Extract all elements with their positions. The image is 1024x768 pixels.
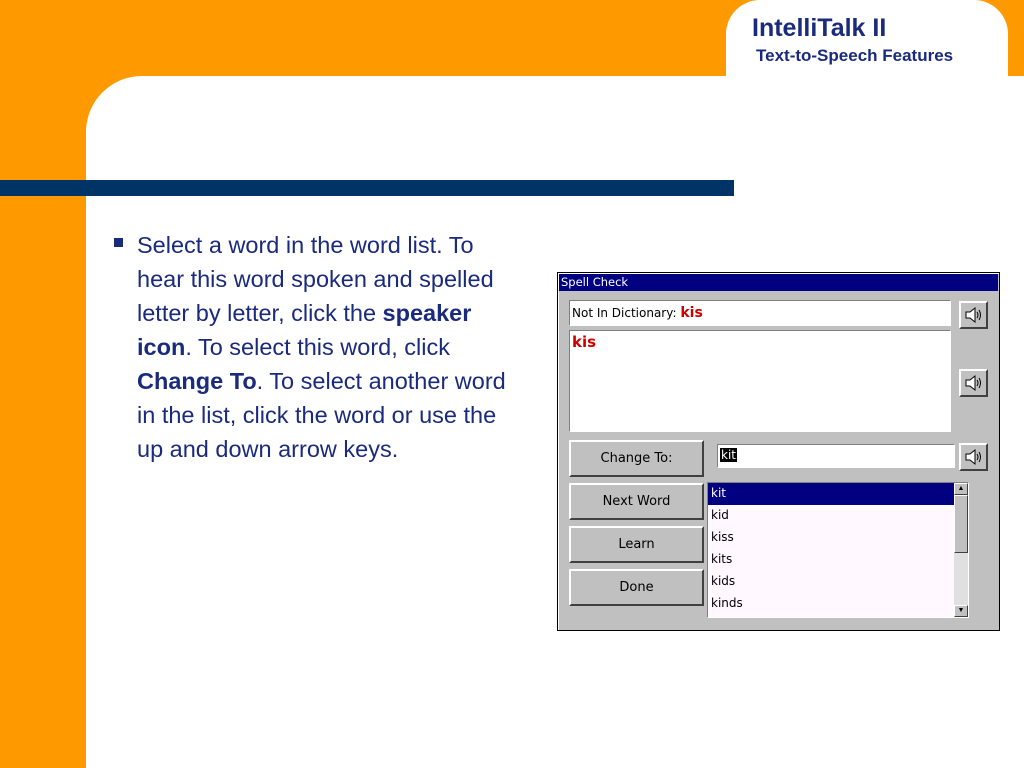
- spell-check-dialog: [557, 272, 1000, 631]
- not-in-dictionary-field: [569, 300, 951, 326]
- divider-bar: [0, 180, 734, 196]
- scroll-thumb[interactable]: [954, 495, 968, 553]
- suggestion-item[interactable]: kit: [708, 483, 968, 505]
- change-to-button[interactable]: Change To:: [569, 440, 704, 477]
- not-in-dictionary-label: Not In Dictionary:: [572, 306, 677, 320]
- suggestion-item[interactable]: kinds: [711, 596, 743, 610]
- context-word: kis: [572, 333, 597, 351]
- slide-title: IntelliTalk II: [752, 14, 887, 42]
- square-bullet-icon: [114, 238, 123, 247]
- scroll-up-arrow-icon[interactable]: ▲: [954, 483, 968, 495]
- speaker-icon: [964, 448, 984, 466]
- bullet-bold-change-to: Change To: [137, 368, 257, 394]
- dialog-title-bar: Spell Check: [559, 274, 998, 291]
- speaker-icon: [964, 374, 984, 392]
- list-scrollbar[interactable]: [954, 483, 968, 617]
- misspelled-word: kis: [680, 305, 703, 321]
- speaker-icon: [964, 306, 984, 324]
- bullet-text: [137, 228, 522, 466]
- suggestions-list[interactable]: [707, 482, 969, 618]
- slide-subtitle: Text-to-Speech Features: [756, 46, 954, 65]
- speak-misspelled-button[interactable]: [959, 301, 988, 329]
- done-button[interactable]: Done: [569, 569, 704, 606]
- suggestion-item[interactable]: kiss: [711, 530, 734, 544]
- bullet-text-part: . To select this word, click: [185, 334, 450, 360]
- speak-suggestion-button[interactable]: [959, 443, 988, 471]
- change-to-value: kit: [721, 448, 736, 462]
- bullet-text-part: Select a word in the word list. To hear this word spoken and spelled letter by letter, click the: [137, 232, 494, 326]
- change-to-input[interactable]: [717, 444, 955, 468]
- context-text-area[interactable]: [569, 330, 951, 432]
- bullet-bold-speaker-icon: speaker icon: [137, 300, 472, 360]
- scroll-down-arrow-icon[interactable]: ▼: [954, 605, 968, 617]
- learn-button[interactable]: Learn: [569, 526, 704, 563]
- suggestion-item[interactable]: kits: [711, 552, 733, 566]
- suggestion-item[interactable]: kid: [711, 508, 729, 522]
- suggestion-item[interactable]: kids: [711, 574, 736, 588]
- bullet-text-part: . To select another word in the list, click the word or use the up and down arrow keys.: [137, 368, 506, 462]
- next-word-button[interactable]: Next Word: [569, 483, 704, 520]
- speak-context-button[interactable]: [959, 369, 988, 397]
